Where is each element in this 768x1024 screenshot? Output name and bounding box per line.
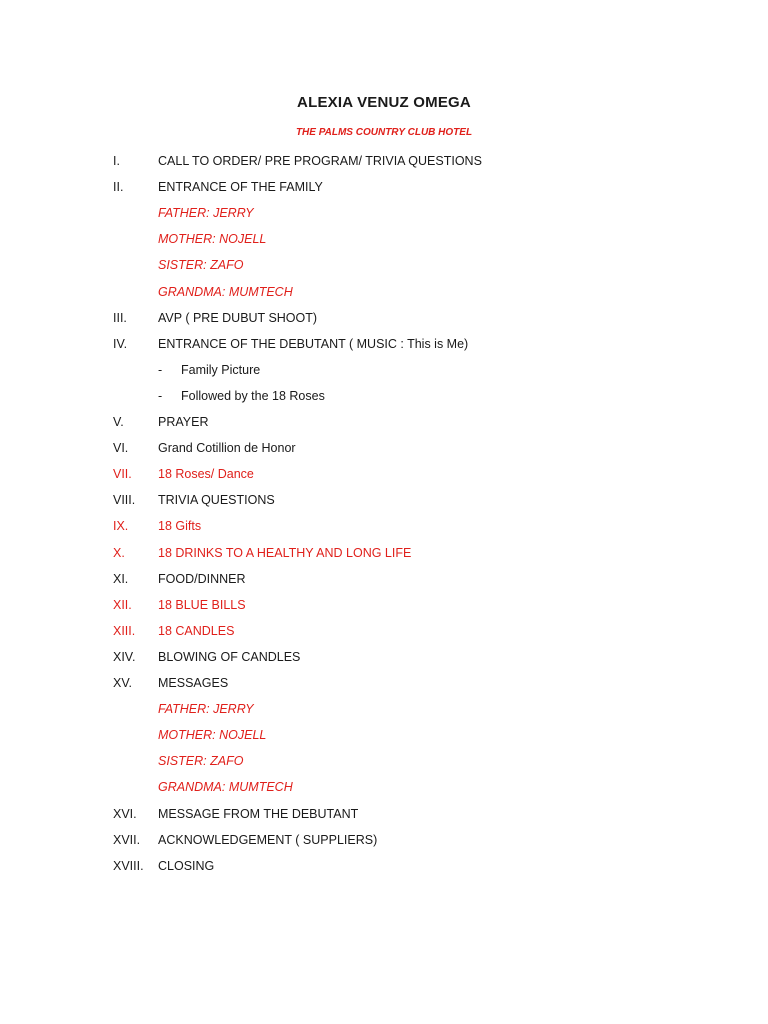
bullet-dash: - xyxy=(158,363,163,377)
program-item-number: XIV. xyxy=(113,650,136,664)
program-bullet-text: Followed by the 18 Roses xyxy=(181,389,325,403)
program-subitem-text: GRANDMA: MUMTECH xyxy=(158,780,293,794)
program-item-text: TRIVIA QUESTIONS xyxy=(158,493,275,507)
program-item-number: X. xyxy=(113,546,125,560)
program-item-number: XII. xyxy=(113,598,132,612)
program-item-text: 18 CANDLES xyxy=(158,624,235,638)
program-item-text: PRAYER xyxy=(158,415,209,429)
program-item-number: II. xyxy=(113,180,124,194)
program-item-number: VII. xyxy=(113,467,132,481)
program-item-text: ENTRANCE OF THE FAMILY xyxy=(158,180,323,194)
program-subitem-text: GRANDMA: MUMTECH xyxy=(158,285,293,299)
program-item-number: VIII. xyxy=(113,493,136,507)
program-item-text: AVP ( PRE DUBUT SHOOT) xyxy=(158,311,318,325)
program-item-number: XV. xyxy=(113,676,133,690)
program-item-number: IV. xyxy=(113,337,128,351)
program-item-text: Grand Cotillion de Honor xyxy=(158,441,296,455)
program-item-text: 18 Roses/ Dance xyxy=(158,467,254,481)
program-item-text: MESSAGES xyxy=(158,676,229,690)
program-item-text: FOOD/DINNER xyxy=(158,572,246,586)
program-item-text: BLOWING OF CANDLES xyxy=(158,650,301,664)
program-item-text: ENTRANCE OF THE DEBUTANT ( MUSIC : This is Me) xyxy=(158,337,469,351)
program-item-number: XIII. xyxy=(113,624,136,638)
program-item-number: XVIII. xyxy=(113,859,144,873)
program-item-number: XVII. xyxy=(113,833,141,847)
program-bullet-text: Family Picture xyxy=(181,363,261,377)
program-item-text: MESSAGE FROM THE DEBUTANT xyxy=(158,807,359,821)
document-subtitle: THE PALMS COUNTRY CLUB HOTEL xyxy=(295,127,473,138)
program-item-text: 18 Gifts xyxy=(158,519,202,533)
program-subitem-text: SISTER: ZAFO xyxy=(158,258,244,272)
program-item-number: III. xyxy=(113,311,127,325)
program-item-number: VI. xyxy=(113,441,129,455)
program-subitem-text: FATHER: JERRY xyxy=(158,206,254,220)
program-item-text: CALL TO ORDER/ PRE PROGRAM/ TRIVIA QUESTIONS xyxy=(158,154,482,168)
program-item-text: ACKNOWLEDGEMENT ( SUPPLIERS) xyxy=(158,833,378,847)
program-subitem-text: FATHER: JERRY xyxy=(158,702,254,716)
program-item-number: XI. xyxy=(113,572,129,586)
program-subitem-text: MOTHER: NOJELL xyxy=(158,728,267,742)
program-item-text: CLOSING xyxy=(158,859,215,873)
program-item-text: 18 DRINKS TO A HEALTHY AND LONG LIFE xyxy=(158,546,412,560)
program-subitem-text: SISTER: ZAFO xyxy=(158,754,244,768)
program-item-number: V. xyxy=(113,415,124,429)
program-item-number: XVI. xyxy=(113,807,137,821)
bullet-dash: - xyxy=(158,389,163,403)
document-title: ALEXIA VENUZ OMEGA xyxy=(297,94,471,111)
program-item-text: 18 BLUE BILLS xyxy=(158,598,246,612)
program-item-number: IX. xyxy=(113,519,129,533)
program-item-number: I. xyxy=(113,154,120,168)
program-subitem-text: MOTHER: NOJELL xyxy=(158,232,267,246)
